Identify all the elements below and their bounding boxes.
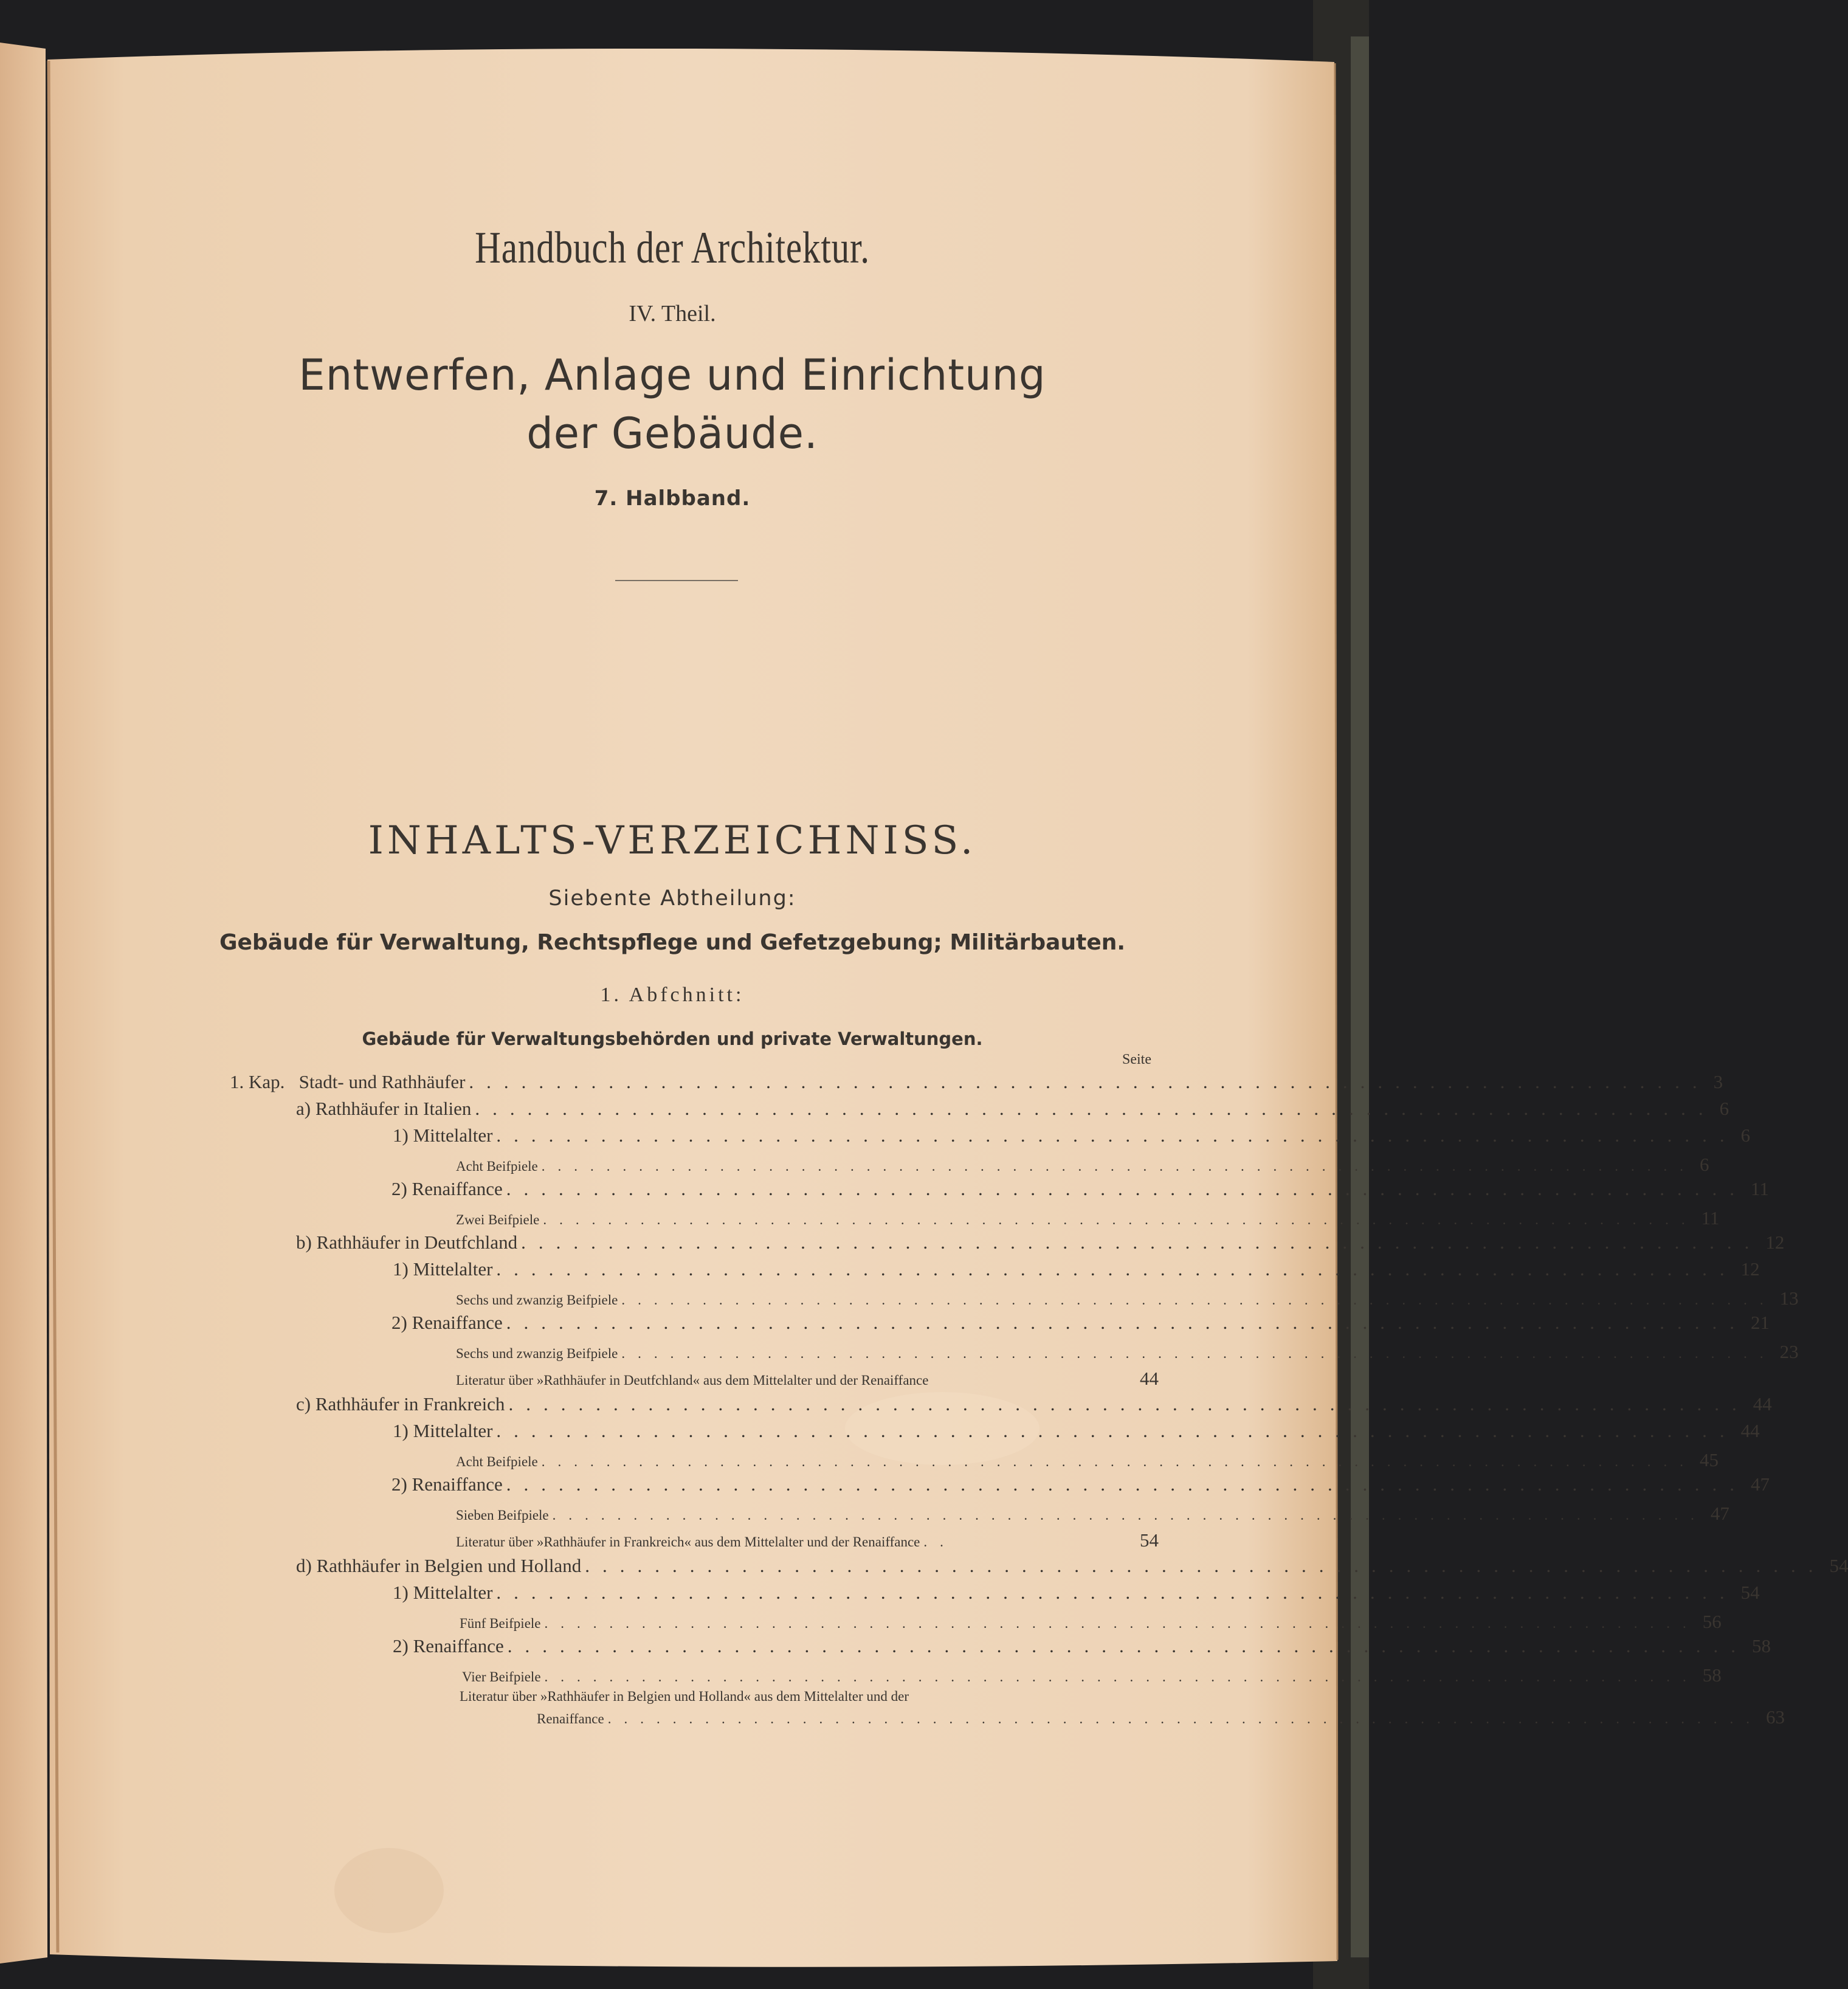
toc-entry: 2) Renaiffance ....................................................................... 58 — [393, 1635, 1771, 1656]
series-title: Handbuch der Architektur. — [475, 223, 870, 273]
toc-entry-continuation: Renaiffance ....................................................................... 63 — [537, 1706, 1785, 1728]
division-title: Gebäude für Verwaltung, Rechtspflege und Gefetzgebung; Militärbauten. — [219, 930, 1126, 955]
toc-entry: 1. Kap. Stadt- und Rathhäufer ....................................................................... 3 — [230, 1071, 1723, 1092]
toc-entry: Acht Beifpiele ....................................................................... 45 — [456, 1449, 1719, 1470]
subject-line-2: der Gebäude. — [526, 408, 818, 458]
toc-entry: 1) Mittelalter ....................................................................... 6 — [393, 1125, 1751, 1146]
toc-entry: Zwei Beifpiele ....................................................................... 11 — [456, 1207, 1720, 1229]
toc-entry: d) Rathhäufer in Belgien und Holland ....................................................................... 54 — [296, 1555, 1848, 1576]
toc-entry: Literatur über »Rathhäufer in Belgien und Holland« aus dem Mittelalter und der — [460, 1689, 909, 1704]
toc-entry: 1) Mittelalter ....................................................................... 44 — [393, 1420, 1760, 1441]
toc-entry: a) Rathhäufer in Italien ....................................................................... 6 — [296, 1098, 1729, 1119]
toc-entry: Literatur über »Rathhäufer in Deutfchland« aus dem Mittelalter und der Renaiffance 44 — [456, 1368, 1159, 1389]
toc-entry: Vier Beifpiele ....................................................................... 58 — [462, 1664, 1722, 1686]
subject-line-1: Entwerfen, Anlage und Einrichtung — [298, 350, 1046, 400]
section-label: 1. Abfchnitt: — [600, 984, 745, 1006]
part-label: IV. Theil. — [629, 301, 716, 326]
toc-entry: Sieben Beifpiele ....................................................................... 47 — [456, 1503, 1729, 1524]
half-volume: 7. Halbband. — [594, 486, 751, 511]
divider-rule — [615, 580, 738, 581]
division-label: Siebente Abtheilung: — [548, 886, 796, 911]
toc-entry: b) Rathhäufer in Deutfchland ....................................................................... 12 — [296, 1232, 1785, 1253]
toc-entry: 2) Renaiffance ....................................................................... 47 — [391, 1474, 1770, 1495]
contents-heading: INHALTS-VERZEICHNISS. — [368, 818, 977, 863]
toc-entry: c) Rathhäufer in Frankreich ....................................................................... 44 — [296, 1393, 1772, 1415]
toc-entry: Sechs und zwanzig Beifpiele ....................................................................... 23 — [456, 1341, 1799, 1362]
toc-entry: 1) Mittelalter ....................................................................... 54 — [393, 1582, 1760, 1603]
toc-entry: 2) Renaiffance ....................................................................... 21 — [391, 1312, 1770, 1333]
page-column-label: Seite — [1122, 1052, 1151, 1067]
toc-entry: 2) Renaiffance ....................................................................... 11 — [391, 1178, 1769, 1199]
toc-entry: Sechs und zwanzig Beifpiele ....................................................................... 13 — [456, 1288, 1799, 1309]
section-title: Gebäude für Verwaltungsbehörden und private Verwaltungen. — [362, 1029, 983, 1049]
toc-entry: Fünf Beifpiele ....................................................................... 56 — [460, 1611, 1722, 1632]
toc-entry: 1) Mittelalter ....................................................................... 12 — [393, 1258, 1760, 1280]
left-page-edge — [0, 43, 47, 1963]
toc-entry: Literatur über »Rathhäufer in Frankreich« aus dem Mittelalter und der Renaiffance .. 54 — [456, 1529, 1159, 1551]
toc-entry: Acht Beifpiele ....................................................................... 6 — [456, 1154, 1709, 1175]
